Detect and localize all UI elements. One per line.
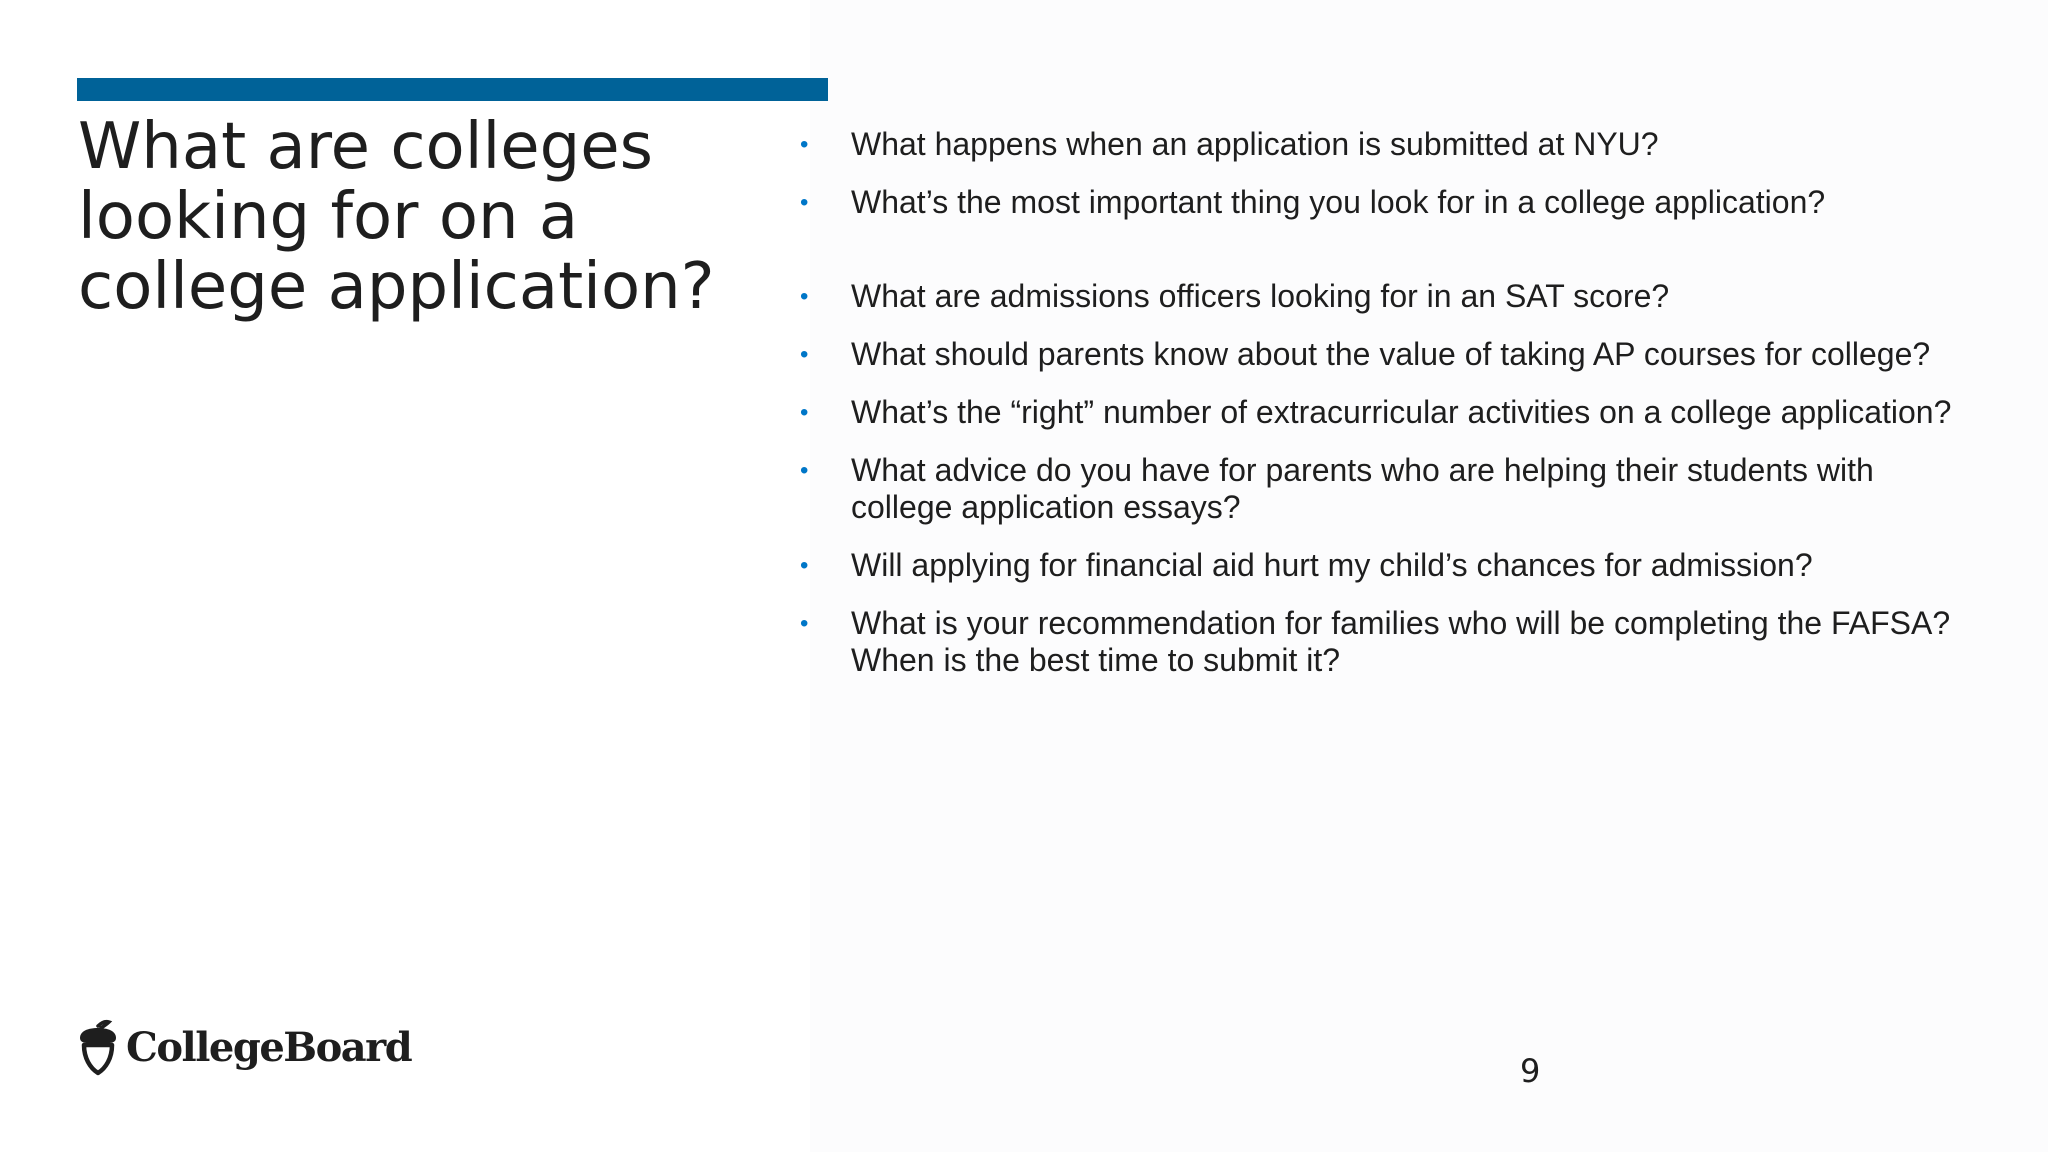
list-item-text: What’s the “right” number of extracurricular activities on a college application? <box>851 394 1952 430</box>
logo-wordmark: CollegeBoard <box>126 1023 412 1071</box>
bullet-icon: • <box>800 341 809 368</box>
list-item-text: Will applying for financial aid hurt my child’s chances for admission? <box>851 547 1813 583</box>
bullet-icon: • <box>800 399 809 426</box>
list-item-text: What are admissions officers looking for in an SAT score? <box>851 278 1670 314</box>
list-item-text: What should parents know about the value of taking AP courses for college? <box>851 336 1931 372</box>
list-item <box>800 394 1980 431</box>
list-item <box>800 126 1980 163</box>
list-item-text: What’s the most important thing you look for in a college application? <box>851 184 1826 220</box>
bullet-icon: • <box>800 610 809 637</box>
acorn-icon <box>76 1018 120 1076</box>
list-item <box>800 547 1980 584</box>
list-item <box>800 605 1980 679</box>
list-item <box>800 452 1980 526</box>
list-item-text: What advice do you have for parents who are helping their students with college application essays? <box>851 452 1874 525</box>
bullet-icon: • <box>800 552 809 579</box>
question-list <box>800 126 1980 700</box>
list-item <box>800 184 1980 221</box>
bullet-icon: • <box>800 189 809 216</box>
list-item <box>800 278 1980 315</box>
collegeboard-logo <box>76 1016 411 1078</box>
list-item-text: What happens when an application is submitted at NYU? <box>851 126 1659 162</box>
list-item-text: What is your recommendation for families who will be completing the FAFSA? When is the best time to submit it? <box>851 605 1951 678</box>
list-item <box>800 336 1980 373</box>
title-accent-bar <box>77 78 828 101</box>
bullet-icon: • <box>800 457 809 484</box>
page-number: 9 <box>1520 1052 1541 1090</box>
bullet-icon: • <box>800 131 809 158</box>
bullet-icon: • <box>800 283 809 310</box>
slide-title: What are colleges looking for on a college application? <box>78 110 715 324</box>
